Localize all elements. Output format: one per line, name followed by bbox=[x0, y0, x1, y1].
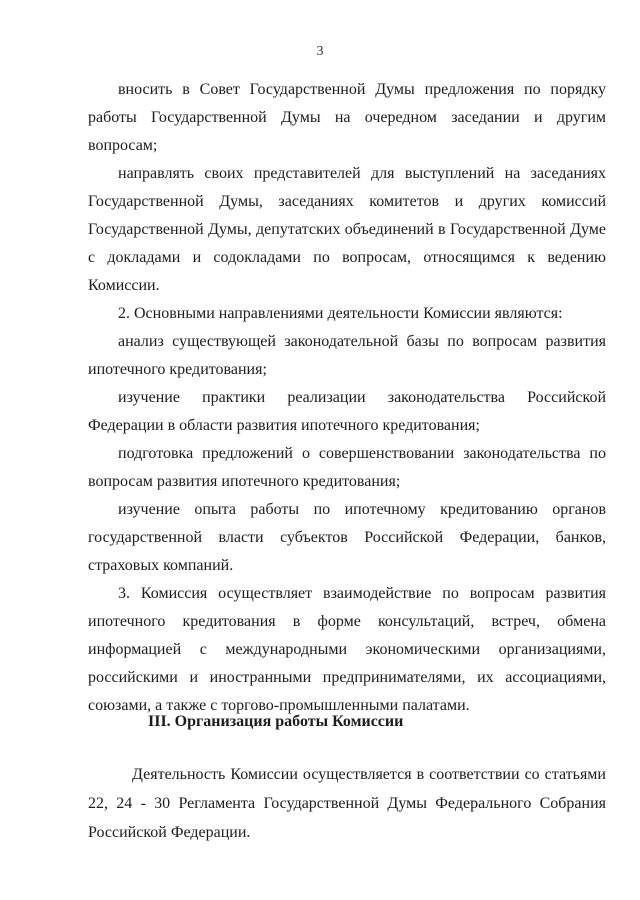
closing-text bbox=[88, 760, 606, 847]
paragraph-cooperation: 3. Комиссия осуществляет взаимодействие по вопросам развития ипотечного кредитования в форме консультаций, встреч, обмена информацией с международными экономическими организациями, российскими и иностранными предпринимателями, их ассоциациями, союзами, а также с торгово-промышленными палатами. bbox=[88, 585, 606, 714]
body-text bbox=[88, 76, 606, 720]
paragraph-activity-basis: Деятельность Комиссии осуществляется в соответствии со статьями 22, 24 - 30 Регламента Государственной Думы Федерального Собрания Российской Федерации. bbox=[88, 766, 606, 841]
paragraph-send-representatives: направлять своих представителей для выступлений на заседаниях Государственной Думы, заседаниях комитетов и других комиссий Государственной Думы, депутатских объединений в Государственной Думе с докладами и содокладами по вопросам, относящимся к ведению Комиссии. bbox=[88, 165, 606, 294]
paragraph-main-directions: 2. Основными направлениями деятельности Комиссии являются: bbox=[118, 305, 563, 322]
page-number: 3 bbox=[316, 44, 324, 59]
paragraph-practice-study: изучение практики реализации законодательства Российской Федерации в области развития ипотечного кредитования; bbox=[88, 389, 606, 434]
paragraph-improvement-proposals: подготовка предложений о совершенствовании законодательства по вопросам развития ипотечного кредитования; bbox=[88, 445, 606, 490]
paragraph-experience-study: изучение опыта работы по ипотечному кредитованию органов государственной власти субъектов Российской Федерации, банков, страховых компаний. bbox=[88, 501, 606, 574]
paragraph-submit-proposals: вносить в Совет Государственной Думы предложения по порядку работы Государственной Думы на очередном заседании и другим вопросам; bbox=[88, 81, 606, 154]
paragraph-legislative-analysis: анализ существующей законодательной базы по вопросам развития ипотечного кредитования; bbox=[88, 333, 606, 378]
section-heading: III. Организация работы Комиссии bbox=[148, 713, 404, 730]
